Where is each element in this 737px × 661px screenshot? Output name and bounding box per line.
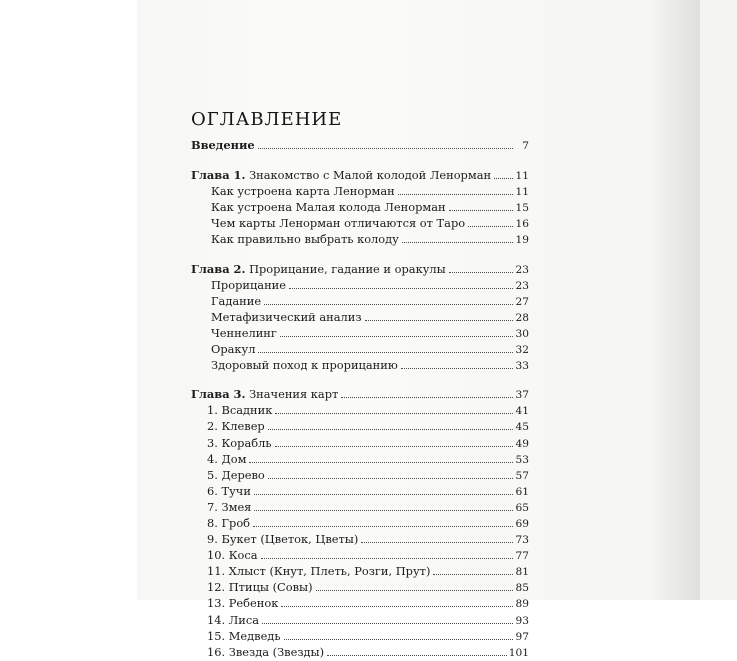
spacer [191,154,529,168]
spacer [191,249,529,262]
entry-label: 14. Лиса [207,612,260,627]
toc-entry[interactable] [191,436,529,452]
entry-label: 5. Дерево [207,467,265,482]
page-number: 53 [515,453,529,466]
page-number: 93 [515,614,529,627]
dot-leader [316,590,513,591]
dot-leader [449,210,513,211]
toc-entry[interactable] [191,200,529,216]
entry-label: 16. Звезда (Звезды) [207,644,325,659]
page-number: 77 [515,550,529,563]
toc-entry[interactable] [191,613,529,629]
page-number: 7 [522,140,529,152]
entry-label: Чем карты Ленорман отличаются от Таро [211,216,466,231]
entry-label: Гадание [211,293,262,308]
dot-leader [275,446,513,447]
dot-leader [261,558,513,559]
entry-label: 13. Ребенок [207,596,279,611]
dot-leader [258,148,513,149]
entry-label: 15. Медведь [207,628,281,643]
toc-entry[interactable] [191,516,529,532]
page-number: 57 [515,469,529,482]
dot-leader [494,178,513,179]
entry-label: 4. Дом [207,451,247,466]
entry-label: Ченнелинг [211,325,277,340]
toc-entry[interactable] [191,564,529,580]
entry-label: 8. Гроб [207,515,251,530]
page-number: 69 [515,517,529,530]
dot-leader [258,352,513,353]
toc-entry[interactable] [191,232,529,248]
toc-entry[interactable] [191,548,529,564]
page-number: 30 [515,327,529,340]
dot-leader [264,304,513,305]
page-number: 45 [515,421,529,434]
dot-leader [280,336,513,337]
toc-entry[interactable] [191,310,529,326]
entry-label: Здоровый поход к прорицанию [211,358,398,373]
chapter-prefix: Глава 1. [191,168,246,183]
entry-label: Прорицание [211,277,287,292]
entry-label: 3. Корабль [207,435,272,450]
chapter-title: Значения карт [249,387,339,402]
toc-entry-chapter-2[interactable] [191,262,529,278]
page-edge-shadow [650,0,700,600]
dot-leader [449,272,513,273]
page-number: 11 [515,170,529,183]
page-number: 28 [515,311,529,324]
page-number: 73 [515,534,529,547]
toc-entry[interactable] [191,278,529,294]
dot-leader [275,413,513,414]
entry-label: 2. Клевер [207,419,265,434]
toc-entry[interactable] [191,532,529,548]
toc-entry-chapter-3[interactable] [191,387,529,403]
chapter-prefix: Глава 2. [191,261,246,276]
dot-leader [254,510,513,511]
dot-leader [262,623,513,624]
dot-leader [289,288,513,289]
entry-label: Как правильно выбрать колоду [211,232,399,247]
toc-entry[interactable] [191,294,529,310]
entry-label: 1. Всадник [207,403,273,418]
page-number: 15 [515,202,529,215]
dot-leader [433,574,513,575]
dot-leader [401,368,513,369]
page-number: 27 [515,295,529,308]
page-number: 33 [515,360,529,373]
entry-label: 10. Коса [207,548,258,563]
dot-leader [398,194,513,195]
entry-label: Оракул [211,342,256,357]
toc-entry[interactable] [191,500,529,516]
dot-leader [249,462,513,463]
entry-label: 6. Тучи [207,483,251,498]
page-number: 41 [515,405,529,418]
page-number: 85 [515,582,529,595]
entry-label: Как устроена Малая колода Ленорман [211,200,446,215]
page-number: 11 [515,186,529,199]
dot-leader [402,242,513,243]
dot-leader [341,397,513,398]
page-number: 32 [515,344,529,357]
chapter-1-sections [191,184,529,248]
page-number: 49 [515,437,529,450]
toc-entry[interactable] [191,452,529,468]
page-number: 89 [515,598,529,611]
toc-entry[interactable] [191,484,529,500]
toc-entry[interactable] [191,358,529,374]
dot-leader [281,606,513,607]
page-number: 101 [508,646,529,659]
toc-title: ОГЛАВЛЕНИЕ [191,109,343,130]
dot-leader [268,478,513,479]
dot-leader [327,655,507,656]
toc-entry[interactable] [191,468,529,484]
page-number: 16 [515,218,529,231]
page-number: 23 [515,263,529,276]
toc-entry[interactable] [191,419,529,435]
toc-entry-chapter-1[interactable] [191,168,529,184]
toc-entry[interactable] [191,645,529,661]
page-number: 23 [515,279,529,292]
dot-leader [361,542,513,543]
dot-leader [365,320,513,321]
entry-label: 9. Букет (Цветок, Цветы) [207,532,359,547]
toc-entry-intro[interactable] [191,138,529,154]
chapter-title: Прорицание, гадание и оракулы [249,261,446,276]
page-number: 97 [515,630,529,643]
dot-leader [253,526,513,527]
page-number: 19 [515,234,529,247]
table-of-contents [191,109,529,661]
page-number: 81 [515,566,529,579]
dot-leader [468,226,513,227]
page-number: 61 [515,485,529,498]
toc-entry[interactable] [191,326,529,342]
toc-entry[interactable] [191,596,529,612]
dot-leader [284,639,513,640]
entry-label: Метафизический анализ [211,309,362,324]
toc-entry[interactable] [191,184,529,200]
entry-label: Как устроена карта Ленорман [211,184,395,199]
entry-label: 11. Хлыст (Кнут, Плеть, Розги, Прут) [207,564,431,579]
toc-entry[interactable] [191,342,529,358]
toc-entry[interactable] [191,403,529,419]
dot-leader [268,429,513,430]
toc-entry[interactable] [191,216,529,232]
intro-label: Введение [191,138,255,152]
dot-leader [254,494,513,495]
entry-label: 12. Птицы (Совы) [207,580,313,595]
page-number: 65 [515,501,529,514]
entry-label: 7. Змея [207,499,252,514]
chapter-2-sections [191,278,529,375]
toc-entry[interactable] [191,629,529,645]
page-number: 37 [515,389,529,402]
toc-entry[interactable] [191,580,529,596]
chapter-3-sections [191,403,529,661]
spacer [191,374,529,387]
chapter-prefix: Глава 3. [191,387,246,402]
chapter-title: Знакомство с Малой колодой Ленорман [249,168,492,183]
